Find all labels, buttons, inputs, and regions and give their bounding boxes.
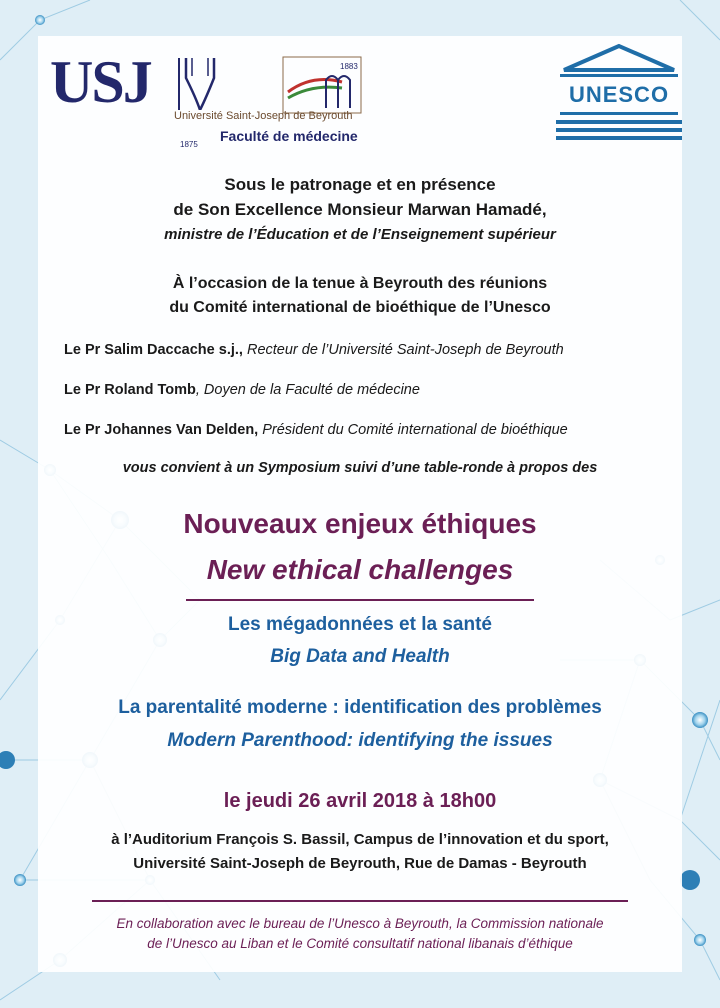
footer-divider bbox=[92, 900, 628, 902]
host-item bbox=[64, 380, 568, 400]
venue-line-2: Université Saint-Joseph de Beyrouth, Rue de Damas - Beyrouth bbox=[133, 855, 587, 872]
occasion-line-2: du Comité international de bioéthique de l’Unesco bbox=[169, 299, 551, 316]
usj-year: 1875 bbox=[180, 140, 198, 149]
title-divider bbox=[186, 599, 534, 601]
usj-wordmark: USJ bbox=[50, 49, 151, 115]
venue-line-1: à l’Auditorium François S. Bassil, Campus de l’innovation et du sport, bbox=[111, 831, 609, 848]
usj-logo bbox=[50, 49, 360, 152]
collaboration-line-2: de l’Unesco au Liban et le Comité consultatif national libanais d’éthique bbox=[147, 936, 573, 951]
usj-faculty-name: Faculté de médecine bbox=[220, 128, 358, 144]
collaboration-line-1: En collaboration avec le bureau de l’Unesco à Beyrouth, la Commission nationale bbox=[116, 916, 604, 931]
host-item bbox=[64, 420, 568, 440]
host-role: , Doyen de la Faculté de médecine bbox=[195, 382, 420, 398]
event-date: le jeudi 26 avril 2018 à 18h00 bbox=[223, 790, 497, 812]
host-name: Le Pr Salim Daccache s.j., bbox=[64, 342, 243, 358]
event-title-en: New ethical challenges bbox=[206, 554, 514, 585]
patronage-line-2: de Son Excellence Monsieur Marwan Hamadé, bbox=[173, 200, 547, 219]
host-item bbox=[64, 340, 568, 360]
usj-emblem-icon bbox=[178, 58, 230, 110]
host-role: Président du Comité international de bioéthique bbox=[262, 422, 568, 438]
venue-block bbox=[0, 828, 720, 876]
patronage-block bbox=[0, 172, 720, 247]
unesco-logo bbox=[556, 42, 682, 142]
patronage-line-1: Sous le patronage et en présence bbox=[224, 175, 496, 194]
session-2-title-en: Modern Parenthood: identifying the issues bbox=[167, 730, 553, 751]
unesco-wordmark: UNESCO bbox=[568, 82, 670, 107]
session-1-title-fr: Les mégadonnées et la santé bbox=[228, 614, 492, 635]
occasion-block bbox=[0, 272, 720, 320]
invitation-text: vous convient à un Symposium suivi d’une table-ronde à propos des bbox=[122, 460, 598, 476]
faculty-medicine-emblem-icon bbox=[282, 56, 362, 114]
patronage-line-3: ministre de l’Éducation et de l’Enseignement supérieur bbox=[164, 226, 556, 243]
collaboration-note bbox=[0, 914, 720, 954]
host-role: Recteur de l’Université Saint-Joseph de Beyrouth bbox=[246, 342, 564, 358]
occasion-line-1: À l’occasion de la tenue à Beyrouth des réunions bbox=[172, 275, 548, 292]
usj-university-name: Université Saint-Joseph de Beyrouth bbox=[174, 110, 353, 122]
fm-year: 1883 bbox=[340, 62, 358, 71]
event-title-fr: Nouveaux enjeux éthiques bbox=[183, 508, 537, 539]
session-2-title-fr: La parentalité moderne : identification des problèmes bbox=[118, 697, 602, 718]
host-name: Le Pr Johannes Van Delden, bbox=[64, 422, 259, 438]
host-name: Le Pr Roland Tomb bbox=[64, 382, 196, 398]
hosts-list bbox=[64, 340, 568, 460]
session-1-title-en: Big Data and Health bbox=[270, 646, 450, 667]
